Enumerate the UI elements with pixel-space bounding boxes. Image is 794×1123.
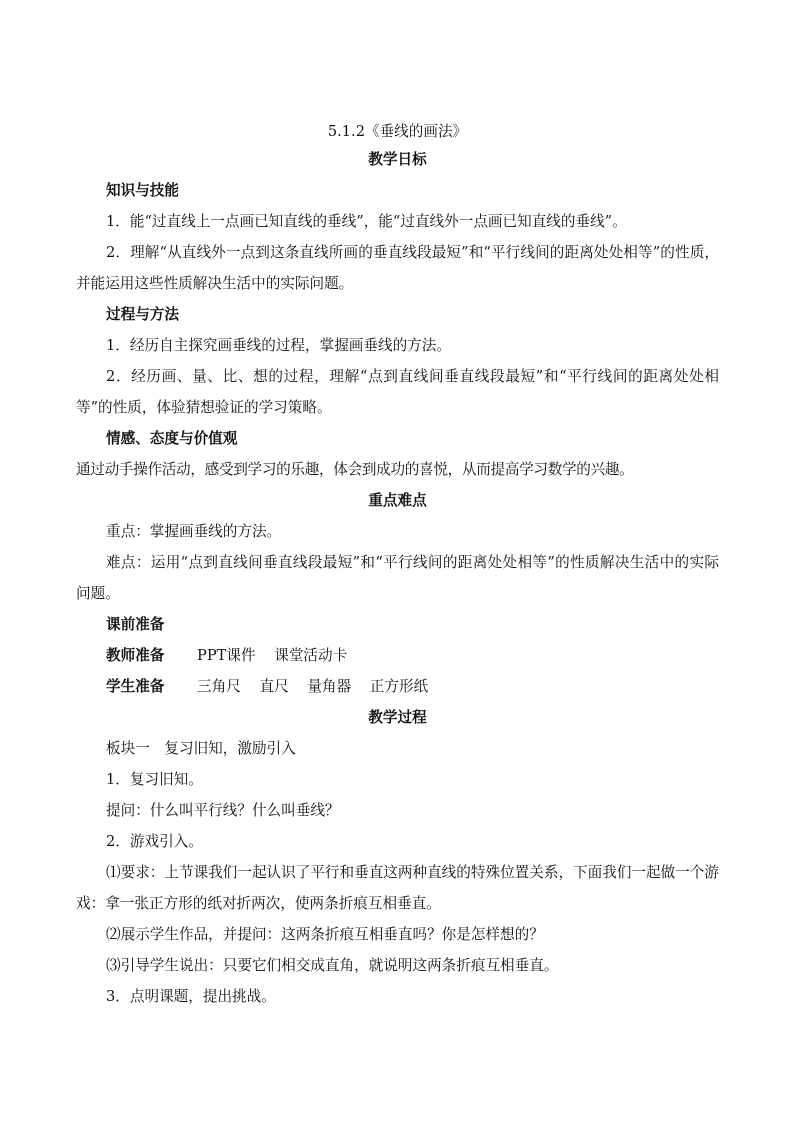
section-heading-key-points: 重点难点 <box>368 492 427 509</box>
subheading-emotion: 情感、态度与价值观 <box>106 430 238 447</box>
section-heading-objectives: 教学日标 <box>368 151 427 168</box>
teacher-item-ppt: PPT课件 <box>197 647 256 664</box>
subheading-preparation: 课前准备 <box>106 616 165 633</box>
document-title: 5.1.2《垂线的画法》 <box>327 123 468 140</box>
key-point-text: 重点：掌握画垂线的方法。 <box>106 523 282 540</box>
step-review: 1．复习旧知。 <box>106 771 203 788</box>
step-game: 2．游戏引入。 <box>106 833 203 850</box>
student-item-triangle: 三角尺 <box>197 678 241 695</box>
teacher-preparation-label: 教师准备 <box>106 647 165 664</box>
difficulty-text: 难点：运用“点到直线间垂直线段最短”和“平行线间的距离处处相等”的性质解决生活中的实际问题。 <box>76 554 719 602</box>
emotion-item-1: 通过动手操作活动，感受到学习的乐趣，体会到成功的喜悦，从而提高学习数学的兴趣。 <box>76 461 634 478</box>
question-text: 提问：什么叫平行线？什么叫垂线？ <box>106 802 340 819</box>
student-preparation-label: 学生准备 <box>106 678 165 695</box>
teacher-item-activity-card: 课堂活动卡 <box>274 647 348 664</box>
section-heading-teaching-process: 教学过程 <box>368 709 427 726</box>
document-body <box>76 118 719 1012</box>
game-showcase: ⑵展示学生作品，并提问：这两条折痕互相垂直吗？你是怎样想的？ <box>106 926 544 943</box>
game-requirement: ⑴要求：上节课我们一起认识了平行和垂直这两种直线的特殊位置关系，下面我们一起做一个游戏：拿一张正方形的纸对折两次，使两条折痕互相垂直。 <box>76 864 719 912</box>
knowledge-item-1: 1．能“过直线上一点画已知直线的垂线”，能“过直线外一点画已知直线的垂线”。 <box>106 213 627 230</box>
knowledge-item-2: 2．理解“从直线外一点到这条直线所画的垂直线段最短”和“平行线间的距离处处相等”的性质，并能运用这些性质解决生活中的实际问题。 <box>76 244 719 292</box>
subheading-knowledge: 知识与技能 <box>106 182 179 199</box>
subheading-process: 过程与方法 <box>106 306 179 323</box>
teacher-preparation <box>76 640 719 671</box>
game-guidance: ⑶引导学生说出：只要它们相交成直角，就说明这两条折痕互相垂直。 <box>106 957 559 974</box>
student-item-protractor: 量角器 <box>307 678 352 695</box>
student-item-square-paper: 正方形纸 <box>369 678 429 695</box>
student-preparation <box>76 671 719 702</box>
step-topic: 3．点明课题，提出挑战。 <box>106 988 276 1005</box>
block-one-heading: 板块一 复习旧知，激励引入 <box>106 740 296 757</box>
student-item-ruler: 直尺 <box>259 678 289 695</box>
process-item-2: 2．经历画、量、比、想的过程，理解“点到直线间垂直线段最短”和“平行线间的距离处处相等”的性质，体验猜想验证的学习策略。 <box>76 368 719 416</box>
process-item-1: 1．经历自主探究画垂线的过程，掌握画垂线的方法。 <box>106 337 451 354</box>
